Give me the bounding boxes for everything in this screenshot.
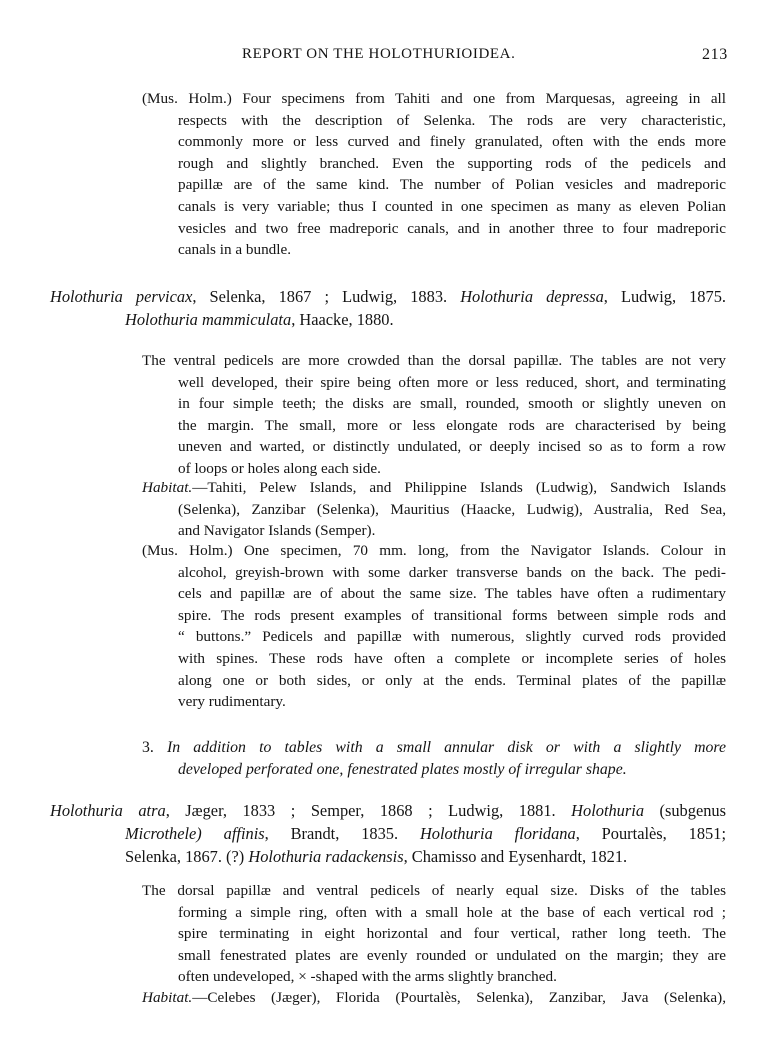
museum-note-navigator	[142, 540, 726, 713]
text-line: canals in a bundle.	[178, 241, 292, 259]
text-line: commonly more or less curved and finely granulated, often with the ends more	[178, 133, 726, 151]
text-line: along one or both sides, or only at the ends. Terminal plates of the papillæ	[178, 671, 726, 689]
species-name: Holothuria mammiculata	[125, 310, 292, 329]
synonymy-line	[125, 845, 726, 868]
synonymy-line	[50, 285, 726, 308]
text-line: spire. The rods present examples of transitional forms between simple rods and	[178, 606, 726, 624]
authority: (subgenus	[644, 801, 726, 820]
heading-line: developed perforated one, fenestrated plates mostly of irregular shape.	[178, 761, 627, 778]
text-line: respects with the description of Selenka. The rods are very characteristic,	[178, 111, 726, 129]
text-line: small fenestrated plates are evenly rounded or undulated on the margin; they are	[178, 946, 726, 964]
museum-note-tahiti	[142, 88, 726, 261]
species-name: Holothuria	[571, 801, 645, 820]
species-name: Holothuria floridana	[419, 824, 576, 843]
text-line: (Mus. Holm.) Four specimens from Tahiti and one from Marquesas, agreeing in all	[142, 90, 726, 107]
text-line: very rudimentary.	[178, 693, 286, 711]
species-name: Microthele) affinis	[125, 824, 265, 843]
text-line: well developed, their spire being often more or less reduced, short, and terminating	[178, 373, 726, 391]
habitat-label: Habitat.	[142, 479, 193, 496]
section-3-heading	[142, 737, 727, 781]
habitat-label: Habitat.	[142, 989, 193, 1006]
synonymy-line	[125, 308, 726, 331]
text-line: The ventral pedicels are more crowded than the dorsal papillæ. The tables are not very	[142, 352, 726, 369]
text-line: uneven and warted, or distinctly undulated, or deeply incised so as to form a row	[178, 438, 726, 456]
description-atra	[142, 880, 726, 988]
authority: , Pourtalès, 1851;	[575, 824, 726, 843]
text-line: in four simple teeth; the disks are small, rounded, smooth or slightly uneven on	[178, 395, 726, 413]
authority: , Ludwig, 1875.	[603, 287, 726, 306]
species-name: Holothuria radackensis	[248, 847, 404, 866]
text-line: “ buttons.” Pedicels and papillæ with numerous, slightly curved rods provided	[178, 628, 726, 646]
heading-line	[142, 737, 727, 759]
text-line: (Selenka), Zanzibar (Selenka), Mauritius (Haacke, Ludwig), Australia, Red Sea,	[178, 500, 726, 518]
description-pervicax	[142, 350, 726, 480]
text-line: vesicles and two free madreporic canals, and in another three to four madreporic	[178, 219, 726, 237]
text-line: and Navigator Islands (Semper).	[178, 522, 376, 540]
text-line: The dorsal papillæ and ventral pedicels of nearly equal size. Disks of the tables	[142, 882, 726, 899]
text-line	[142, 987, 726, 1009]
synonymy-line	[125, 822, 726, 845]
text-line: forming a simple ring, often with a small hole at the base of each vertical rod ;	[178, 903, 726, 921]
heading-text: In addition to tables with a small annular disk or with a slightly more	[167, 739, 727, 756]
synonymy-holothuria-atra	[50, 799, 726, 868]
habitat-atra	[142, 987, 726, 1009]
text-line: papillæ are of the same kind. The number of Polian vesicles and madreporic	[178, 176, 726, 194]
text-line: with spines. These rods have often a complete or incomplete series of holes	[178, 649, 726, 667]
page-number: 213	[702, 46, 728, 63]
text-line: of loops or holes along each side.	[178, 459, 381, 477]
habitat-pervicax	[142, 477, 726, 542]
authority: , Brandt, 1835.	[264, 824, 420, 843]
text-line: alcohol, greyish-brown with some darker transverse bands on the back. The pedi-	[178, 563, 726, 581]
species-name: Holothuria atra	[50, 801, 166, 820]
text-line: spire terminating in eight horizontal and four vertical, rather long teeth. The	[178, 925, 726, 943]
authority: , Chamisso and Eysenhardt, 1821.	[403, 847, 628, 866]
running-title: REPORT ON THE HOLOTHURIOIDEA.	[242, 46, 516, 62]
text-line: the margin. The small, more or less elongate rods are characterised by being	[178, 416, 726, 434]
text-line: (Mus. Holm.) One specimen, 70 mm. long, from the Navigator Islands. Colour in	[142, 542, 726, 559]
authority: , Jæger, 1833 ; Semper, 1868 ; Ludwig, 1881.	[165, 801, 572, 820]
authority: , Haacke, 1880.	[291, 310, 394, 329]
text-line: often undeveloped, × -shaped with the arms slightly branched.	[178, 968, 557, 986]
text-line	[142, 477, 726, 499]
synonymy-line	[50, 799, 726, 822]
authority: , Selenka, 1867 ; Ludwig, 1883.	[192, 287, 461, 306]
habitat-text: —Celebes (Jæger), Florida (Pourtalès, Selenka), Zanzibar, Java (Selenka),	[192, 989, 726, 1006]
text-line: rough and slightly branched. Even the supporting rods of the pedicels and	[178, 154, 726, 172]
species-name: Holothuria pervicax	[50, 287, 193, 306]
running-header	[0, 46, 776, 68]
authority: Selenka, 1867. (?)	[125, 847, 249, 866]
text-line: canals is very variable; thus I counted in one specimen as many as eleven Polian	[178, 197, 726, 215]
species-name: Holothuria depressa	[460, 287, 604, 306]
section-number: 3.	[142, 739, 167, 756]
text-line: cels and papillæ are of about the same size. The tables have often a rudimentary	[178, 585, 726, 603]
synonymy-holothuria-pervicax	[50, 285, 726, 331]
habitat-text: —Tahiti, Pelew Islands, and Philippine Islands (Ludwig), Sandwich Islands	[192, 479, 726, 496]
